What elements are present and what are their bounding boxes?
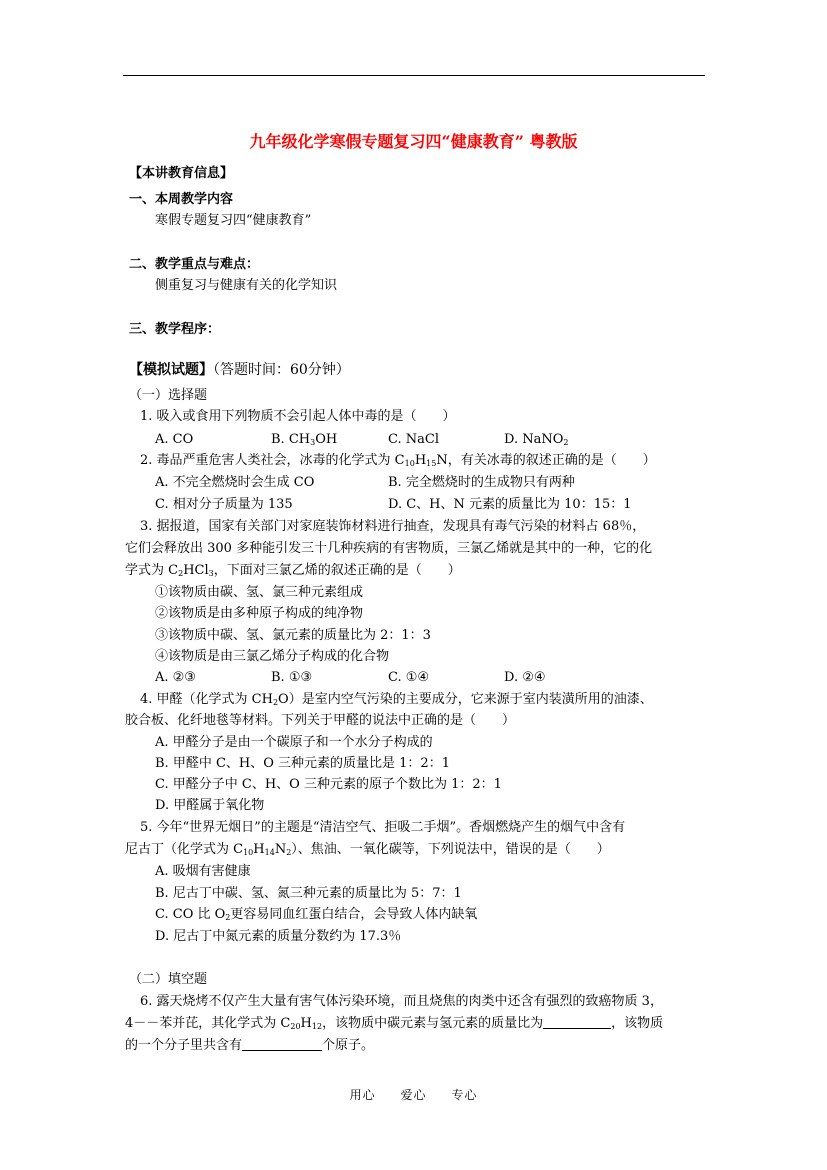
q5-option-a: A. 吸烟有害健康 (155, 864, 251, 879)
mock-test-header (129, 362, 350, 378)
q3-statement-1: ①该物质由碳、氢、氯三种元素组成 (155, 585, 364, 600)
section2-heading: 二、教学重点与难点： (129, 257, 260, 272)
q3-line2: 它们会释放出 300 多种能引发三十几种疾病的有害物质，三氯乙烯就是其中的一种，它的化 (125, 541, 653, 556)
q1-option-b: B. $CH_3OH$ (271, 432, 338, 447)
q6-line2: 4－－苯并芘，其化学式为 $C_{20}H_{12}$，该物质中碳元素与氢元素的质量比为 ，该物质 (125, 1016, 664, 1031)
mock-test-label: 【模拟试题】 (129, 362, 213, 378)
q3-option-c: C. ①④ (388, 670, 430, 685)
q4-option-d: D. 甲醛属于氧化物 (155, 798, 265, 813)
footer-text-3: 专心 (451, 1088, 478, 1102)
section2-content: 侧重复习与健康有关的化学知识 (155, 278, 338, 293)
q4-line1: 4. 甲醛（化学式为 $CH_2O$）是室内空气污染的主要成分，它来源于室内装潢所用的油漆、 (140, 692, 653, 707)
q3-option-d: D. ②④ (504, 670, 546, 685)
q6-blank-2 (242, 1038, 322, 1051)
header-rule (123, 75, 705, 76)
q5-line1: 5. 今年“世界无烟日”的主题是“清洁空气、拒吸二手烟”。香烟燃烧产生的烟气中含有 (140, 820, 626, 835)
q1-option-a: A. CO (155, 432, 194, 447)
mock-test-time: （答题时间：60分钟） (213, 362, 350, 378)
q1-option-d: D. NaNO$_2$ (504, 432, 569, 447)
section3-heading: 三、教学程序： (129, 322, 221, 337)
q4-line2: 胶合板、化纤地毯等材料。下列关于甲醛的说法中正确的是（ ） (125, 713, 516, 728)
document-title: 九年级化学寒假专题复习四“健康教育” 粤教版 (249, 132, 578, 151)
q2-stem: 2. 毒品严重危害人类社会，冰毒的化学式为 $C_{10}H_{15}N$，有关冰毒的叙述正确的是（ ） (140, 453, 656, 468)
q5-line2: 尼古丁（化学式为 $C_{10}H_{14}N_2$）、焦油、一氧化碳等，下列说法中，错误的是（ ） (125, 842, 610, 857)
q5-option-d: D. 尼古丁中氮元素的质量分数约为 17.3％ (155, 929, 402, 944)
footer-text-2: 爱心 (400, 1088, 427, 1102)
section1-heading: 一、本周教学内容 (129, 192, 234, 207)
q6-line3: 的一个分子里共含有 个原子。 (125, 1038, 375, 1053)
q3-line3: 学式为 $C_2HCl_3$，下面对三氯乙烯的叙述正确的是（ ） (125, 563, 461, 578)
q4-option-a: A. 甲醛分子是由一个碳原子和一个水分子构成的 (155, 735, 433, 750)
q1-stem: 1. 吸入或食用下列物质不会引起人体中毒的是（ ） (140, 409, 456, 424)
q3-option-b: B. ①③ (271, 670, 313, 685)
part1-heading: （一）选择题 (129, 388, 208, 403)
q6-line1: 6. 露天烧烤不仅产生大量有害气体污染环境，而且烧焦的肉类中还含有强烈的致癌物质 3， (140, 994, 663, 1009)
q3-statement-3: ③该物质中碳、氢、氯元素的质量比为 2：1：3 (155, 628, 431, 643)
info-header: 【本讲教育信息】 (129, 166, 234, 181)
q1-option-c: C. NaCl (388, 432, 439, 447)
q3-option-a: A. ②③ (155, 670, 196, 685)
q5-option-b: B. 尼古丁中碳、氢、氮三种元素的质量比为 5：7：1 (155, 886, 462, 901)
q3-statement-4: ④该物质是由三氯乙烯分子构成的化合物 (155, 649, 390, 664)
q3-line1: 3. 据报道，国家有关部门对家庭装饰材料进行抽查，发现具有毒气污染的材料占 68％， (140, 519, 646, 534)
q2-option-a: A. 不完全燃烧时会生成 CO (155, 475, 315, 490)
q5-option-c: C. CO 比 $O_2$更容易同血红蛋白结合，会导致人体内缺氧 (155, 907, 478, 922)
q4-option-b: B. 甲醛中 C、H、O 三种元素的质量比是 1：2：1 (155, 756, 450, 771)
q3-statement-2: ②该物质是由多种原子构成的纯净物 (155, 606, 364, 621)
q6-blank-1 (543, 1016, 611, 1029)
section1-content: 寒假专题复习四“健康教育” (155, 213, 312, 228)
q4-option-c: C. 甲醛分子中 C、H、O 三种元素的原子个数比为 1：2：1 (155, 777, 502, 792)
q2-option-d: D. C、H、N 元素的质量比为 10：15：1 (388, 497, 632, 512)
page-footer (0, 1087, 827, 1103)
part2-heading: （二）填空题 (129, 972, 208, 987)
q2-option-c: C. 相对分子质量为 135 (155, 497, 293, 512)
footer-text-1: 用心 (349, 1088, 376, 1102)
q2-option-b: B. 完全燃烧时的生成物只有两种 (388, 475, 575, 490)
